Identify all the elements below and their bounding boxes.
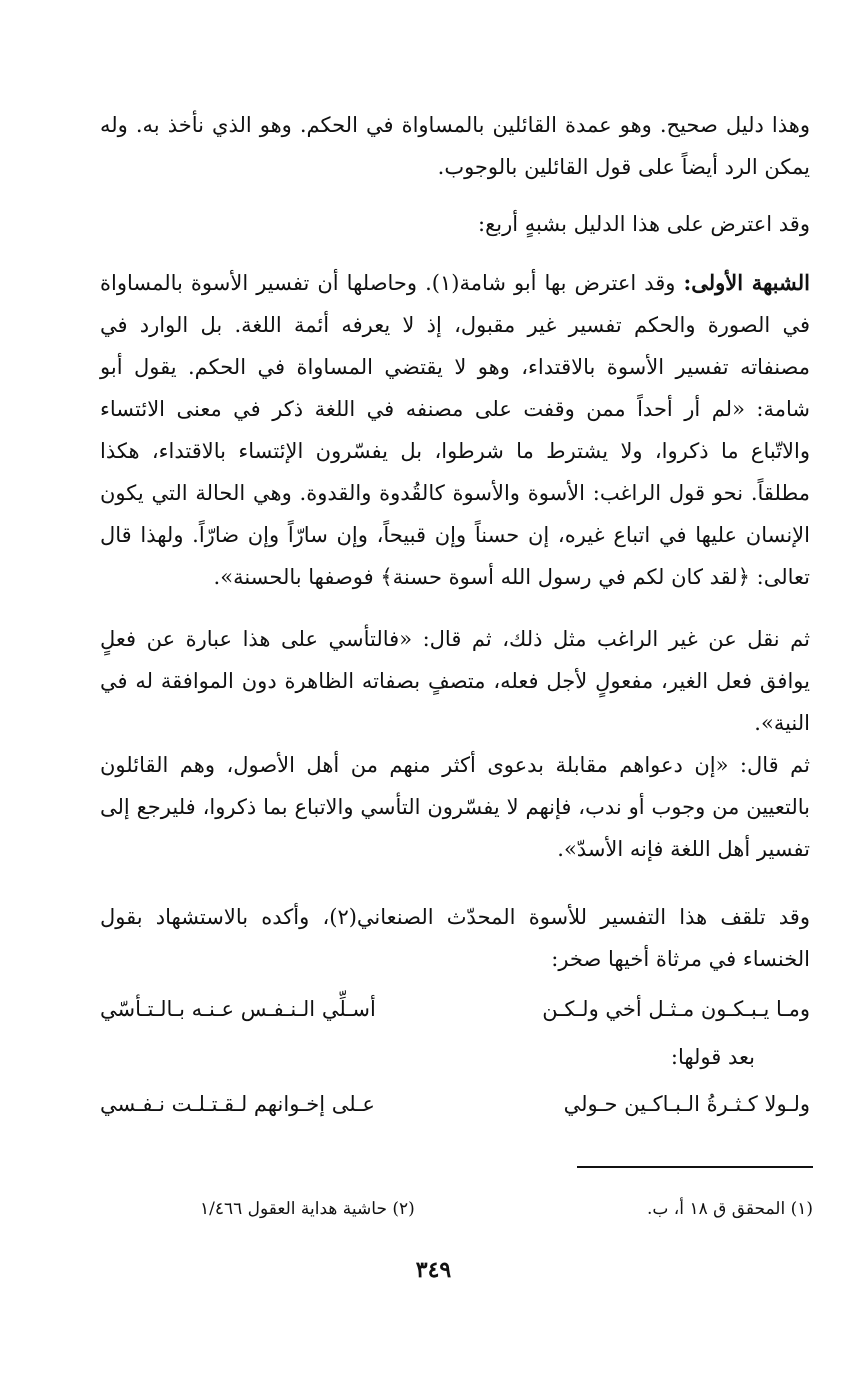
verse-1-second-hemistich: أسـلِّي الـنـفـس عـنـه بـالـتـأسّي bbox=[100, 997, 376, 1021]
footnote-1: (١) المحقق ق ١٨ أ، ب. bbox=[647, 1199, 813, 1219]
paragraph-valid-evidence: وهذا دليل صحيح. وهو عمدة القائلين بالمساواة في الحكم. وهو الذي نأخذ به. وله يمكن الرد أيضاً على قول القائلين بالوجوب. bbox=[100, 113, 810, 179]
verse-intro: بعد قولها: bbox=[670, 1045, 755, 1069]
verse-1-first-hemistich: ومـا يـبـكـون مـثـل أخي ولـكـن bbox=[542, 997, 810, 1021]
verse-2-first-hemistich: ولـولا كـثـرةُ الـبـاكـين حـولي bbox=[563, 1092, 810, 1116]
paragraph-raghib-quote: ثم نقل عن غير الراغب مثل ذلك، ثم قال: «فالتأسي على هذا عبارة عن فعلٍ يوافق فعل الغير، مفعولٍ لأجل فعله، متصفٍ بصفاته الظاهرة دون الموافقة له في النية». bbox=[100, 627, 810, 735]
paragraph-first-objection bbox=[100, 262, 810, 598]
poem-verse-1 bbox=[100, 988, 810, 1030]
first-objection-heading: الشبهة الأولى: bbox=[683, 270, 810, 295]
footnote-2: (٢) حاشية هداية العقول ١/٤٦٦ bbox=[200, 1199, 415, 1219]
poem-verse-2 bbox=[100, 1083, 810, 1125]
footnote-divider bbox=[577, 1166, 813, 1168]
page-number: ٣٤٩ bbox=[415, 1257, 452, 1283]
verse-2-second-hemistich: عـلى إخـوانهم لـقـتـلـت نـفـسي bbox=[100, 1092, 375, 1116]
paragraph-usul-claim: ثم قال: «إن دعواهم مقابلة بدعوى أكثر منهم من أهل الأصول، وهم القائلون بالتعيين من وجوب أو ندب، فإنهم لا يفسّرون التأسي والاتباع بما ذكروا، فليرجع إلى تفسير أهل اللغة فإنه الأسدّ». bbox=[100, 753, 810, 861]
footnotes bbox=[200, 1192, 813, 1226]
paragraph-sanani: وقد تلقف هذا التفسير للأسوة المحدّث الصنعاني(٢)، وأكده بالاستشهاد بقول الخنساء في مرثاة أخيها صخر: bbox=[100, 905, 810, 971]
first-objection-body: وقد اعترض بها أبو شامة(١). وحاصلها أن تفسير الأسوة بالمساواة في الصورة والحكم تفسير غير مقبول، إذ لا يعرفه أئمة اللغة. بل الوارد في مصنفاته تفسير الأسوة بالاقتداء، وهو لا يقتضي المساواة في الحكم. يقول أبو شامة: «لم أر أحداً ممن وقفت على مصنفه في اللغة ذكر في معنى الائتساء والاتّباع ما ذكروا، ولا يشترط ما شرطوا، بل يفسّرون الإئتساء بالاقتداء، هكذا مطلقاً. نحو قول الراغب: الأسوة والأسوة كالقُدوة والقدوة. وهي الحالة التي يكون الإنسان عليها في اتباع غيره، إن حسناً وإن قبيحاً، وإن سارّاً وإن ضارّاً. ولهذا قال تعالى: ﴿لقد كان لكم في رسول الله أسوة حسنة﴾ فوصفها بالحسنة». bbox=[100, 271, 810, 589]
paragraph-objections-intro: وقد اعترض على هذا الدليل بشبهٍ أربع: bbox=[478, 212, 810, 236]
